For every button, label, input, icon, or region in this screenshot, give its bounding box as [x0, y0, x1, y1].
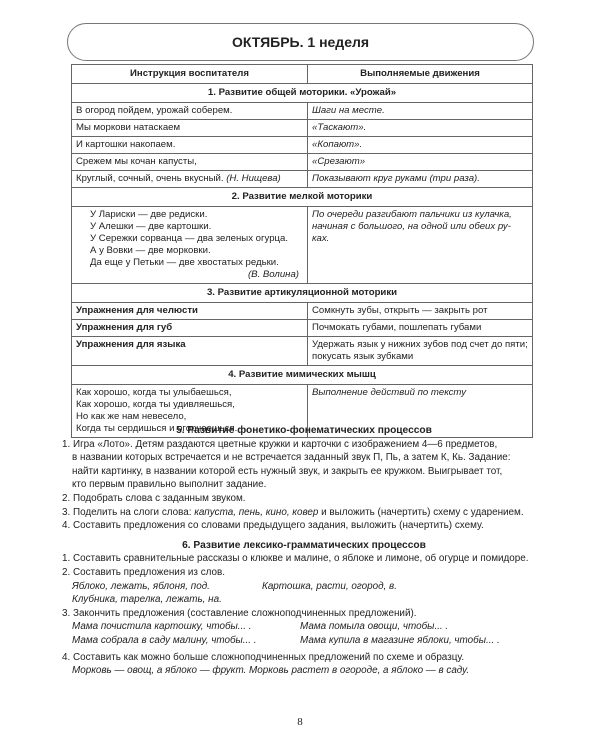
list-item-continuation: в названии которых встречается и не встречается заданный звук П, Пь, а затем К, Кь. Задание:	[72, 452, 511, 464]
instruction-cell: Мы моркови натаскаем	[72, 119, 308, 136]
instruction-cell	[72, 170, 308, 187]
poem-line: У Алешки — две картошки.	[90, 220, 212, 232]
list-item: 4. Составить как можно больше сложноподчиненных предложений по схеме и образцу.	[62, 651, 465, 663]
poem-author: (Н. Нищева)	[226, 172, 281, 184]
example-phrase: Клубника, тарелка, лежать, на.	[72, 594, 222, 606]
example-row	[62, 620, 546, 634]
poem-line: Как хорошо, когда ты улыбаешься,	[76, 386, 232, 398]
poem-author: (В. Волина)	[247, 268, 299, 280]
example-row	[62, 634, 546, 648]
list-item	[62, 506, 546, 520]
poem-line: А у Вовки — две морковки.	[90, 244, 211, 256]
table-row	[72, 119, 533, 136]
table-row	[72, 206, 533, 283]
poem-line: Как хорошо, когда ты удивляешься,	[76, 398, 235, 410]
example-phrase: Морковь — овощ, а яблоко — фрукт. Морковь растет в огороде, а яблоко — в саду.	[72, 665, 470, 677]
list-item: 2. Составить предложения из слов.	[62, 566, 225, 578]
list-item-text: и выложить (начертить) схему с ударением.	[321, 506, 524, 518]
example-words: капуста, пень, кино, ковер	[194, 506, 319, 518]
column-header-instructions: Инструкция воспитателя	[72, 65, 308, 84]
poem-line: У Сережки сорванца — два зеленых огурца.	[90, 232, 289, 244]
list-item: 1. Составить сравнительные рассказы о клюкве и малине, о яблоке и лимоне, об огурце и помидоре.	[62, 553, 529, 565]
list-item: 1. Игра «Лото». Детям раздаются цветные кружки и карточки с изображением 4—6 предметов,	[62, 438, 498, 450]
example-phrase: Мама купила в магазине яблоки, чтобы... .	[300, 634, 500, 646]
table-row	[72, 170, 533, 187]
exercise-table	[71, 64, 533, 438]
movement-cell: Показывают круг руками (три раза).	[308, 170, 533, 187]
movement-cell: Шаги на месте.	[308, 102, 533, 119]
lower-sections	[62, 424, 546, 678]
table-row	[72, 336, 533, 365]
poem-line: Когда ты сердишься и огорчаешься.	[76, 422, 238, 434]
instruction-cell: И картошки накопаем.	[72, 136, 308, 153]
list-item-continuation: кто первым правильно выполнит задание.	[72, 479, 267, 491]
exercise-label: Упражнения для языка	[72, 336, 308, 365]
page-number: 8	[297, 716, 303, 728]
poem-line: У Лариски — две редиски.	[90, 208, 208, 220]
instruction-cell: Срежем мы кочан капусты,	[72, 153, 308, 170]
movement-cell: Выполнение действий по тексту	[308, 384, 533, 437]
instruction-cell: В огород пойдем, урожай соберем.	[72, 102, 308, 119]
exercise-description: Удержать язык у нижних зубов под счет до пяти; покусать язык зубками	[308, 336, 533, 365]
list-item: 2. Подобрать слова с заданным звуком.	[62, 492, 246, 504]
list-item-continuation: найти картинку, в названии которой есть нужный звук, и закрыть ее кружком. Выигрывает тот,	[72, 465, 503, 477]
list-item: 3. Закончить предложения (составление сложноподчиненных предложений).	[62, 607, 417, 619]
exercise-description: Сомкнуть зубы, открыть — закрыть рот	[308, 302, 533, 319]
poem-cell	[72, 206, 308, 283]
section-heading-general-motor: 1. Развитие общей моторики. «Урожай»	[72, 83, 533, 102]
example-row	[62, 580, 546, 594]
movement-cell: По очереди разгибают пальчики из кулачка, начиная с большого, на одной или обеих ру-ках.	[308, 206, 533, 283]
instruction-text: Круглый, сочный, очень вкусный.	[76, 172, 224, 184]
example-phrase: Мама помыла овощи, чтобы... .	[300, 621, 449, 633]
section-heading-articulation: 3. Развитие артикуляционной моторики	[72, 283, 533, 302]
table-row	[72, 102, 533, 119]
table-row	[72, 319, 533, 336]
page-title: ОКТЯБРЬ. 1 неделя	[67, 23, 534, 61]
section-heading-facial-muscles: 4. Развитие мимических мышц	[72, 365, 533, 384]
poem-line: Но как же нам невесело,	[76, 410, 187, 422]
example-phrase: Мама почистила картошку, чтобы... .	[72, 621, 252, 633]
list-item: 4. Составить предложения со словами предыдущего задания, выложить (начертить) схему.	[62, 520, 484, 532]
example-phrase: Яблоко, лежать, яблоня, под.	[72, 580, 210, 592]
section-heading-lexical: 6. Развитие лексико-грамматических процессов	[182, 539, 426, 551]
table-row	[72, 136, 533, 153]
column-header-movements: Выполняемые движения	[308, 65, 533, 84]
exercise-description: Почмокать губами, пошлепать губами	[308, 319, 533, 336]
movement-cell: «Копают».	[308, 136, 533, 153]
movement-cell: «Срезают»	[308, 153, 533, 170]
movement-cell: «Таскают».	[308, 119, 533, 136]
section-heading-fine-motor: 2. Развитие мелкой моторики	[72, 187, 533, 206]
section-heading-phonetic: 5. Развитие фонетико-фонематических процессов	[176, 425, 432, 436]
exercise-label: Упражнения для челюсти	[72, 302, 308, 319]
table-header-row	[72, 65, 533, 84]
poem-line: Да еще у Петьки — две хвостатых редьки.	[90, 256, 279, 268]
list-item-text: 3. Поделить на слоги слова:	[62, 506, 192, 518]
example-phrase: Картошка, расти, огород, в.	[262, 580, 397, 592]
table-row	[72, 153, 533, 170]
exercise-label: Упражнения для губ	[72, 319, 308, 336]
table-row	[72, 302, 533, 319]
example-phrase: Мама собрала в саду малину, чтобы... .	[72, 634, 257, 646]
